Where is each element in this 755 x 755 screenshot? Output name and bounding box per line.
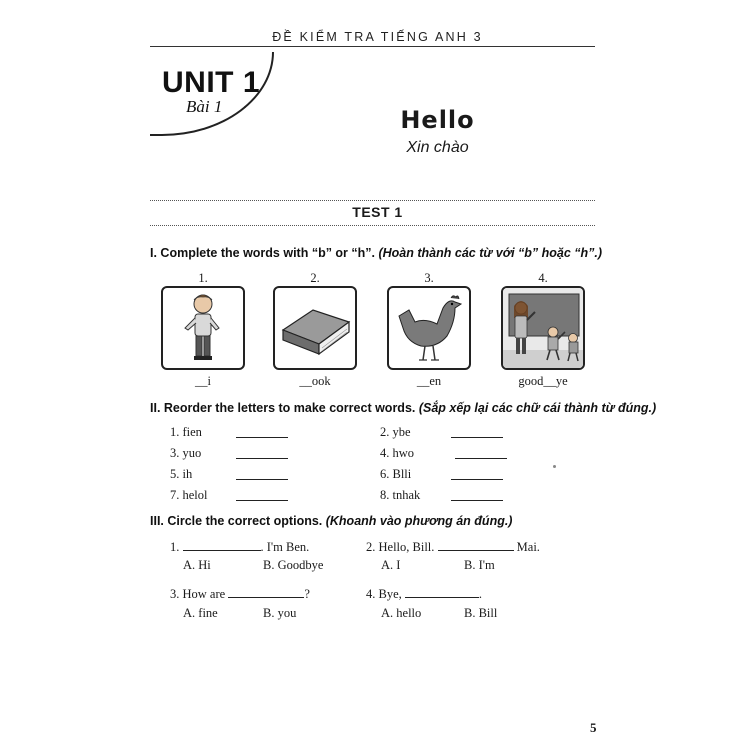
dotted-rule-top xyxy=(150,200,595,201)
reorder-item-5: 5. ih xyxy=(170,467,193,481)
reorder-blank-4[interactable] xyxy=(455,446,507,459)
question-3-option-a[interactable]: A. fine xyxy=(183,606,218,620)
reorder-item-7: 7. helol xyxy=(170,488,208,502)
picture-2-number: 2. xyxy=(310,271,320,285)
unit-subtitle: Bài 1 xyxy=(186,97,223,116)
reorder-item-2: 2. ybe xyxy=(380,425,411,439)
section-2-title-en: II. Reorder the letters to make correct words. xyxy=(150,401,419,415)
question-3-text: 3. How are xyxy=(170,587,226,601)
reorder-item-6: 6. Blli xyxy=(380,467,412,481)
reorder-blank-8[interactable] xyxy=(451,488,503,501)
boy-icon xyxy=(163,288,243,368)
section-1-title-en: I. Complete the words with “b” or “h”. xyxy=(150,246,379,260)
hen-icon xyxy=(389,288,469,368)
picture-4-number: 4. xyxy=(538,271,548,285)
children-waving-icon xyxy=(503,288,583,368)
question-1-rest: . I'm Ben. xyxy=(260,540,310,554)
reorder-blank-5[interactable] xyxy=(236,467,288,480)
header-rule xyxy=(150,46,595,47)
reorder-blank-7[interactable] xyxy=(236,488,288,501)
question-3-rest: ? xyxy=(304,587,310,601)
question-4-text: 4. Bye, xyxy=(366,587,402,601)
dotted-rule-bottom xyxy=(150,225,595,226)
picture-4 xyxy=(501,286,585,370)
question-2-blank[interactable] xyxy=(438,538,514,551)
reorder-item-1: 1. fien xyxy=(170,425,202,439)
section-3-title-vi: (Khoanh vào phương án đúng.) xyxy=(325,514,513,528)
question-2-rest: Mai. xyxy=(516,540,540,554)
picture-2 xyxy=(273,286,357,370)
question-1 xyxy=(170,538,309,555)
question-1-blank[interactable] xyxy=(183,538,261,551)
reorder-blank-3[interactable] xyxy=(236,446,288,459)
picture-4-answer: good__ye xyxy=(518,374,568,388)
picture-2-answer: __ook xyxy=(299,374,331,388)
question-2-option-b[interactable]: B. I'm xyxy=(464,558,495,572)
picture-3-answer: __en xyxy=(416,374,442,388)
section-2-title xyxy=(150,401,656,415)
section-3-title xyxy=(150,514,512,528)
running-header: ĐỀ KIỂM TRA TIẾNG ANH 3 xyxy=(272,30,483,44)
question-1-option-a[interactable]: A. Hi xyxy=(183,558,211,572)
unit-title: UNIT 1 xyxy=(162,66,261,99)
lesson-subtitle: Xin chào xyxy=(406,139,469,156)
lesson-title: Hello xyxy=(400,106,475,134)
section-3-title-en: III. Circle the correct options. xyxy=(150,514,326,528)
question-1-option-b[interactable]: B. Goodbye xyxy=(263,558,324,572)
reorder-item-4: 4. hwo xyxy=(380,446,415,460)
picture-3 xyxy=(387,286,471,370)
question-1-number: 1. xyxy=(170,540,180,554)
section-1-title xyxy=(150,246,602,260)
page-number: 5 xyxy=(590,720,597,735)
section-2-title-vi: (Sắp xếp lại các chữ cái thành từ đúng.) xyxy=(418,401,657,415)
picture-1-answer: __i xyxy=(195,374,211,388)
question-4-option-a[interactable]: A. hello xyxy=(381,606,422,620)
question-3-blank[interactable] xyxy=(228,585,304,598)
question-3 xyxy=(170,585,310,602)
test-title: TEST 1 xyxy=(352,204,403,220)
question-4-rest: . xyxy=(478,587,483,601)
question-2-option-a[interactable]: A. I xyxy=(381,558,401,572)
picture-1 xyxy=(161,286,245,370)
section-1-title-vi: (Hoàn thành các từ với “b” hoặc “h”.) xyxy=(378,246,603,260)
reorder-blank-2[interactable] xyxy=(451,425,503,438)
book-icon xyxy=(275,288,355,368)
speck xyxy=(553,465,556,468)
question-2 xyxy=(366,538,540,555)
picture-1-number: 1. xyxy=(198,271,208,285)
question-2-text: 2. Hello, Bill. xyxy=(366,540,435,554)
picture-3-number: 3. xyxy=(424,271,434,285)
reorder-blank-1[interactable] xyxy=(236,425,288,438)
question-4-blank[interactable] xyxy=(405,585,479,598)
question-4-option-b[interactable]: B. Bill xyxy=(464,606,498,620)
reorder-blank-6[interactable] xyxy=(451,467,503,480)
reorder-item-3: 3. yuo xyxy=(170,446,202,460)
question-4 xyxy=(366,585,482,602)
reorder-item-8: 8. tnhak xyxy=(380,488,421,502)
question-3-option-b[interactable]: B. you xyxy=(263,606,297,620)
